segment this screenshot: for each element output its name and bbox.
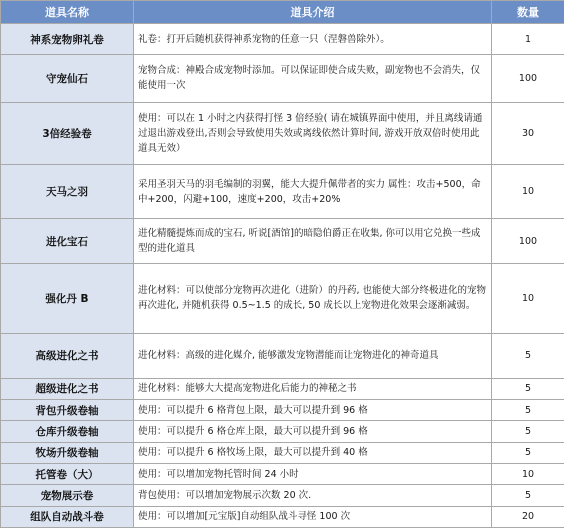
item-qty: 100 xyxy=(492,55,564,102)
item-qty: 5 xyxy=(492,333,564,378)
table-row xyxy=(1,165,564,219)
header-desc: 道具介绍 xyxy=(134,1,492,24)
item-desc: 使用：可以增加宠物托管时间 24 小时 xyxy=(134,463,492,484)
item-desc: 宠物合成：神殿合成宠物时添加。可以保证即使合成失败，副宠物也不会消失，仅能使用一次 xyxy=(134,55,492,102)
item-name: 组队自动战斗卷 xyxy=(1,506,134,527)
table-row xyxy=(1,219,564,264)
item-desc: 使用：可以提升 6 格背包上限，最大可以提升到 96 格 xyxy=(134,399,492,420)
item-name: 天马之羽 xyxy=(1,165,134,219)
item-qty: 10 xyxy=(492,463,564,484)
table-row xyxy=(1,378,564,399)
table-row xyxy=(1,442,564,463)
item-desc: 采用圣羽天马的羽毛编制的羽翼，能大大提升佩带者的实力 属性：攻击+500，命中+200，闪避+100，速度+200，攻击+20% xyxy=(134,165,492,219)
item-desc: 使用：可以增加[元宝版]自动组队战斗寻怪 100 次 xyxy=(134,506,492,527)
item-desc: 进化材料：高级的进化媒介, 能够激发宠物潜能而让宠物进化的神奇道具 xyxy=(134,333,492,378)
item-desc: 使用：可以提升 6 格仓库上限，最大可以提升到 96 格 xyxy=(134,421,492,442)
item-qty: 5 xyxy=(492,378,564,399)
table-row xyxy=(1,399,564,420)
table-row xyxy=(1,264,564,334)
item-name: 高级进化之书 xyxy=(1,333,134,378)
header-name: 道具名称 xyxy=(1,1,134,24)
table-row xyxy=(1,24,564,55)
item-qty: 5 xyxy=(492,442,564,463)
item-qty: 10 xyxy=(492,264,564,334)
item-qty: 5 xyxy=(492,421,564,442)
item-qty: 10 xyxy=(492,165,564,219)
table-row xyxy=(1,485,564,506)
item-name: 3倍经验卷 xyxy=(1,102,134,165)
item-qty: 5 xyxy=(492,399,564,420)
table-row xyxy=(1,463,564,484)
item-desc: 进化材料：能够大大提高宠物进化后能力的神秘之书 xyxy=(134,378,492,399)
item-desc: 礼卷：打开后随机获得神系宠物的任意一只（涅磐兽除外）。 xyxy=(134,24,492,55)
item-name: 仓库升级卷轴 xyxy=(1,421,134,442)
item-qty: 30 xyxy=(492,102,564,165)
item-name: 托管卷（大） xyxy=(1,463,134,484)
item-name: 守宠仙石 xyxy=(1,55,134,102)
item-qty: 20 xyxy=(492,506,564,527)
item-qty: 5 xyxy=(492,485,564,506)
item-qty: 1 xyxy=(492,24,564,55)
item-qty: 100 xyxy=(492,219,564,264)
table-row xyxy=(1,333,564,378)
item-name: 进化宝石 xyxy=(1,219,134,264)
item-desc: 背包使用：可以增加宠物展示次数 20 次. xyxy=(134,485,492,506)
item-name: 宠物展示卷 xyxy=(1,485,134,506)
item-name: 超级进化之书 xyxy=(1,378,134,399)
table-row xyxy=(1,421,564,442)
item-desc: 使用：可以提升 6 格牧场上限，最大可以提升到 40 格 xyxy=(134,442,492,463)
item-desc: 进化精髓提炼而成的宝石, 听说[酒馆]的暗隐伯爵正在收集, 你可以用它兑换一些成型的进化道具 xyxy=(134,219,492,264)
item-name: 神系宠物卵礼卷 xyxy=(1,24,134,55)
item-desc: 进化材料：可以使部分宠物再次进化（进阶）的丹药, 也能使大部分终极进化的宠物再次进化, 并随机获得 0.5~1.5 的成长, 50 成长以上宠物进化效果会逐渐减弱。 xyxy=(134,264,492,334)
table-row xyxy=(1,55,564,102)
header-qty: 数量 xyxy=(492,1,564,24)
item-name: 强化丹 B xyxy=(1,264,134,334)
header-row xyxy=(1,1,564,24)
table-row xyxy=(1,506,564,527)
item-name: 牧场升级卷轴 xyxy=(1,442,134,463)
table-row xyxy=(1,102,564,165)
item-desc: 使用：可以在 1 小时之内获得打怪 3 倍经验( 请在城镇界面中使用，并且离线请通过退出游戏登出,否则会导致使用失效或离线依然计算时间, 游戏开放双倍时使用此道具无效） xyxy=(134,102,492,165)
item-name: 背包升级卷轴 xyxy=(1,399,134,420)
